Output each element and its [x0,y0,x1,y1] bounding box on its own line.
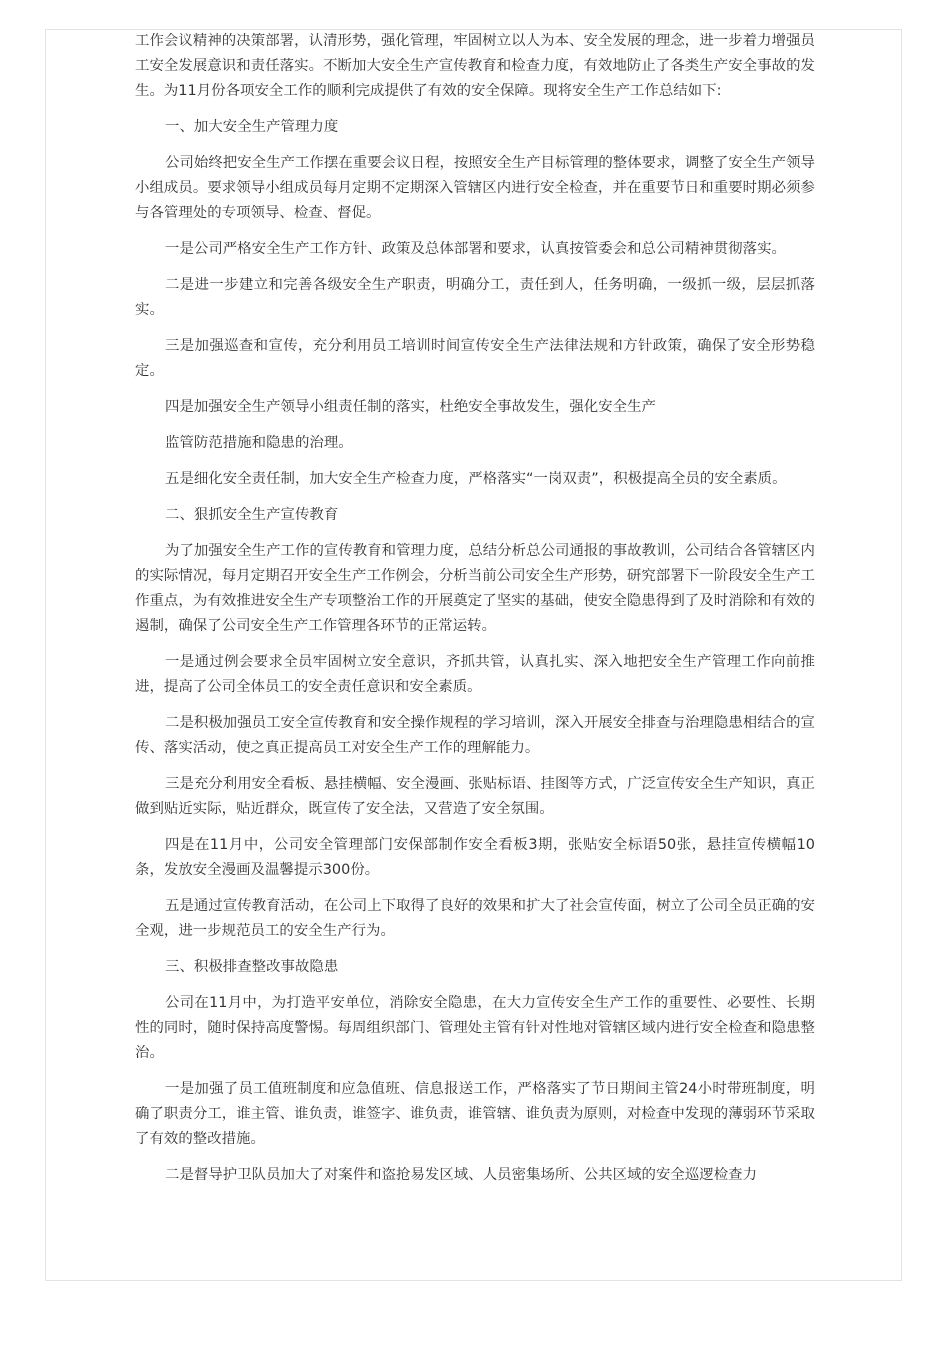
document-body [135,30,815,1199]
paragraph: 为了加强安全生产工作的宣传教育和管理力度，总结分析总公司通报的事故教训，公司结合各管辖区内的实际情况，每月定期召开安全生产工作例会，分析当前公司安全生产形势，研究部署下一阶段安全生产工作重点，为有效推进安全生产专项整治工作的开展奠定了坚实的基础，使安全隐患得到了及时消除和有效的遏制，确保了公司安全生产工作管理各环节的正常运转。 [135,543,815,634]
paragraph: 二是进一步建立和完善各级安全生产职责，明确分工，责任到人，任务明确，一级抓一级，层层抓落实。 [135,277,815,318]
paragraph: 二是督导护卫队员加大了对案件和盗抢易发区域、人员密集场所、公共区域的安全巡逻检查力 [165,1167,758,1183]
paragraph: 一是加强了员工值班制度和应急值班、信息报送工作，严格落实了节日期间主管24小时带班制度，明确了职责分工，谁主管、谁负责，谁签字、谁负责，谁管辖、谁负责为原则，对检查中发现的薄弱环节采取了有效的整改措施。 [135,1081,815,1147]
paragraph: 监管防范措施和隐患的治理。 [165,435,353,451]
section-heading-1: 一、加大安全生产管理力度 [165,119,339,135]
paragraph: 二是积极加强员工安全宣传教育和安全操作规程的学习培训，深入开展安全排查与治理隐患相结合的宣传、落实活动，使之真正提高员工对安全生产工作的理解能力。 [135,715,815,756]
paragraph: 三是充分利用安全看板、悬挂横幅、安全漫画、张贴标语、挂图等方式，广泛宣传安全生产知识，真正做到贴近实际，贴近群众，既宣传了安全法，又营造了安全氛围。 [135,776,815,817]
paragraph: 公司始终把安全生产工作摆在重要会议日程，按照安全生产目标管理的整体要求，调整了安全生产领导小组成员。要求领导小组成员每月定期不定期深入管辖区内进行安全检查，并在重要节日和重要时期必须参与各管理处的专项领导、检查、督促。 [135,155,815,221]
document-page [45,29,902,1281]
section-heading-3: 三、积极排查整改事故隐患 [165,959,339,975]
paragraph: 公司在11月中，为打造平安单位，消除安全隐患，在大力宣传安全生产工作的重要性、必要性、长期性的同时，随时保持高度警惕。每周组织部门、管理处主管有针对性地对管辖区域内进行安全检查和隐患整治。 [135,995,815,1061]
paragraph: 五是通过宣传教育活动，在公司上下取得了良好的效果和扩大了社会宣传面，树立了公司全员正确的安全观，进一步规范员工的安全生产行为。 [135,898,815,939]
paragraph: 三是加强巡查和宣传，充分利用员工培训时间宣传安全生产法律法规和方针政策，确保了安全形势稳定。 [135,338,815,379]
section-heading-2: 二、狠抓安全生产宣传教育 [165,507,339,523]
paragraph: 一是公司严格安全生产工作方针、政策及总体部署和要求，认真按管委会和总公司精神贯彻落实。 [165,241,786,257]
paragraph: 五是细化安全责任制，加大安全生产检查力度，严格落实“一岗双责”，积极提高全员的安全素质。 [165,471,787,487]
paragraph: 一是通过例会要求全员牢固树立安全意识，齐抓共管，认真扎实、深入地把安全生产管理工作向前推进，提高了公司全体员工的安全责任意识和安全素质。 [135,654,815,695]
paragraph-continuation: 工作会议精神的决策部署，认清形势，强化管理，牢固树立以人为本、安全发展的理念，进一步着力增强员工安全发展意识和责任落实。不断加大安全生产宣传教育和检查力度，有效地防止了各类生产安全事故的发生。为11月份各项安全工作的顺利完成提供了有效的安全保障。现将安全生产工作总结如下: [135,33,815,99]
paragraph: 四是加强安全生产领导小组责任制的落实，杜绝安全事故发生，强化安全生产 [165,399,656,415]
paragraph: 四是在11月中，公司安全管理部门安保部制作安全看板3期，张贴安全标语50张，悬挂宣传横幅10条，发放安全漫画及温馨提示300份。 [135,837,815,878]
